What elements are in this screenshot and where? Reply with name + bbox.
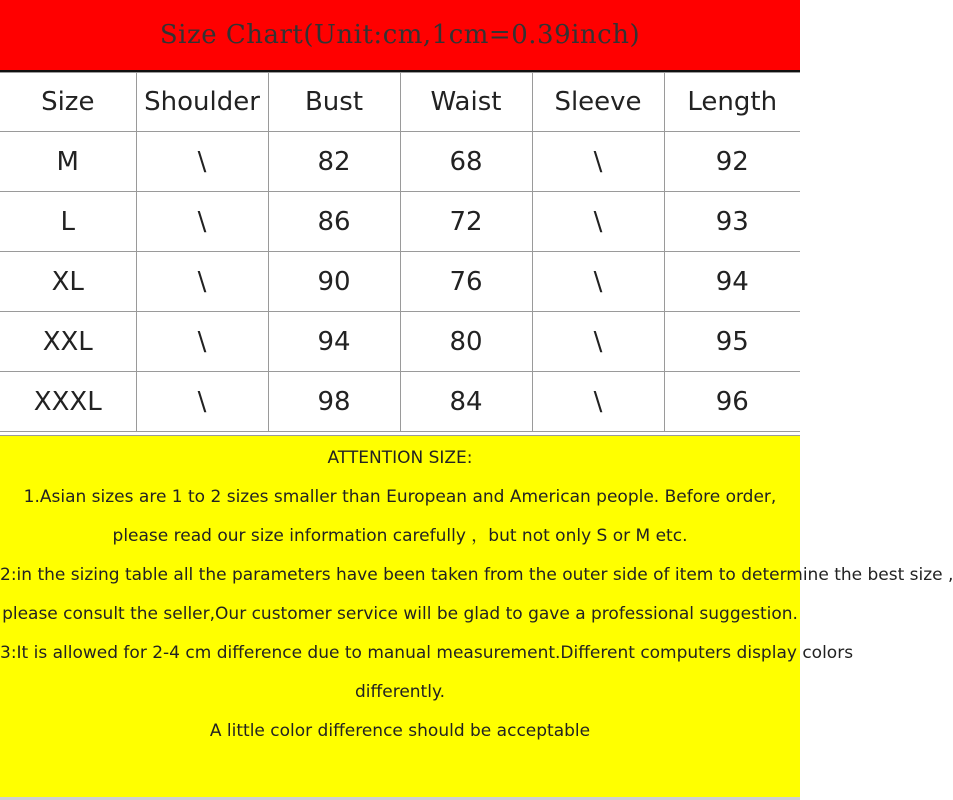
column-header: Sleeve [532, 73, 664, 132]
table-cell: XXL [0, 312, 136, 372]
table-row [0, 372, 800, 432]
table-cell: L [0, 192, 136, 252]
table-row [0, 192, 800, 252]
table-cell: \ [532, 312, 664, 372]
table-header-row [0, 73, 800, 132]
table-cell: 84 [400, 372, 532, 432]
attention-line: 2:in the sizing table all the parameters have been taken from the outer side of item to determine the best size , [0, 565, 953, 585]
table-cell: 72 [400, 192, 532, 252]
table-cell: 82 [268, 132, 400, 192]
table-cell: \ [136, 192, 268, 252]
table-cell: 93 [664, 192, 800, 252]
table-row [0, 132, 800, 192]
table-cell: 76 [400, 252, 532, 312]
table-cell: \ [532, 372, 664, 432]
table-cell: 94 [664, 252, 800, 312]
table-row [0, 312, 800, 372]
table-cell: 90 [268, 252, 400, 312]
table-cell: 92 [664, 132, 800, 192]
attention-line: differently. [355, 682, 445, 702]
table-cell: XL [0, 252, 136, 312]
table-cell: 94 [268, 312, 400, 372]
table-cell: 86 [268, 192, 400, 252]
column-header: Size [0, 73, 136, 132]
column-header: Bust [268, 73, 400, 132]
table-cell: \ [136, 312, 268, 372]
table-cell: 98 [268, 372, 400, 432]
table-cell: 80 [400, 312, 532, 372]
table-cell: 95 [664, 312, 800, 372]
attention-notice [0, 435, 953, 797]
table-cell: M [0, 132, 136, 192]
size-table [0, 72, 800, 432]
attention-line: 3:It is allowed for 2-4 cm difference due to manual measurement.Different computers display colors [0, 643, 854, 663]
column-header: Length [664, 73, 800, 132]
table-cell: XXXL [0, 372, 136, 432]
table-cell: \ [532, 132, 664, 192]
attention-line: 1.Asian sizes are 1 to 2 sizes smaller than European and American people. Before order, [23, 487, 777, 507]
table-row [0, 252, 800, 312]
table-cell: \ [136, 252, 268, 312]
table-cell: \ [532, 252, 664, 312]
attention-line: please read our size information carefully ，but not only S or M etc. [112, 526, 688, 546]
column-header: Waist [400, 73, 532, 132]
column-header: Shoulder [136, 73, 268, 132]
table-cell: \ [532, 192, 664, 252]
attention-line: A little color difference should be acceptable [209, 721, 591, 741]
title-bar [0, 0, 800, 72]
chart-title: Size Chart(Unit:cm,1cm=0.39inch) [159, 20, 641, 50]
table-cell: 96 [664, 372, 800, 432]
table-cell: \ [136, 132, 268, 192]
attention-line: please consult the seller,Our customer service will be glad to gave a professional suggestion. [2, 604, 798, 624]
table-cell: \ [136, 372, 268, 432]
table-cell: 68 [400, 132, 532, 192]
attention-heading: ATTENTION SIZE: [327, 448, 473, 468]
